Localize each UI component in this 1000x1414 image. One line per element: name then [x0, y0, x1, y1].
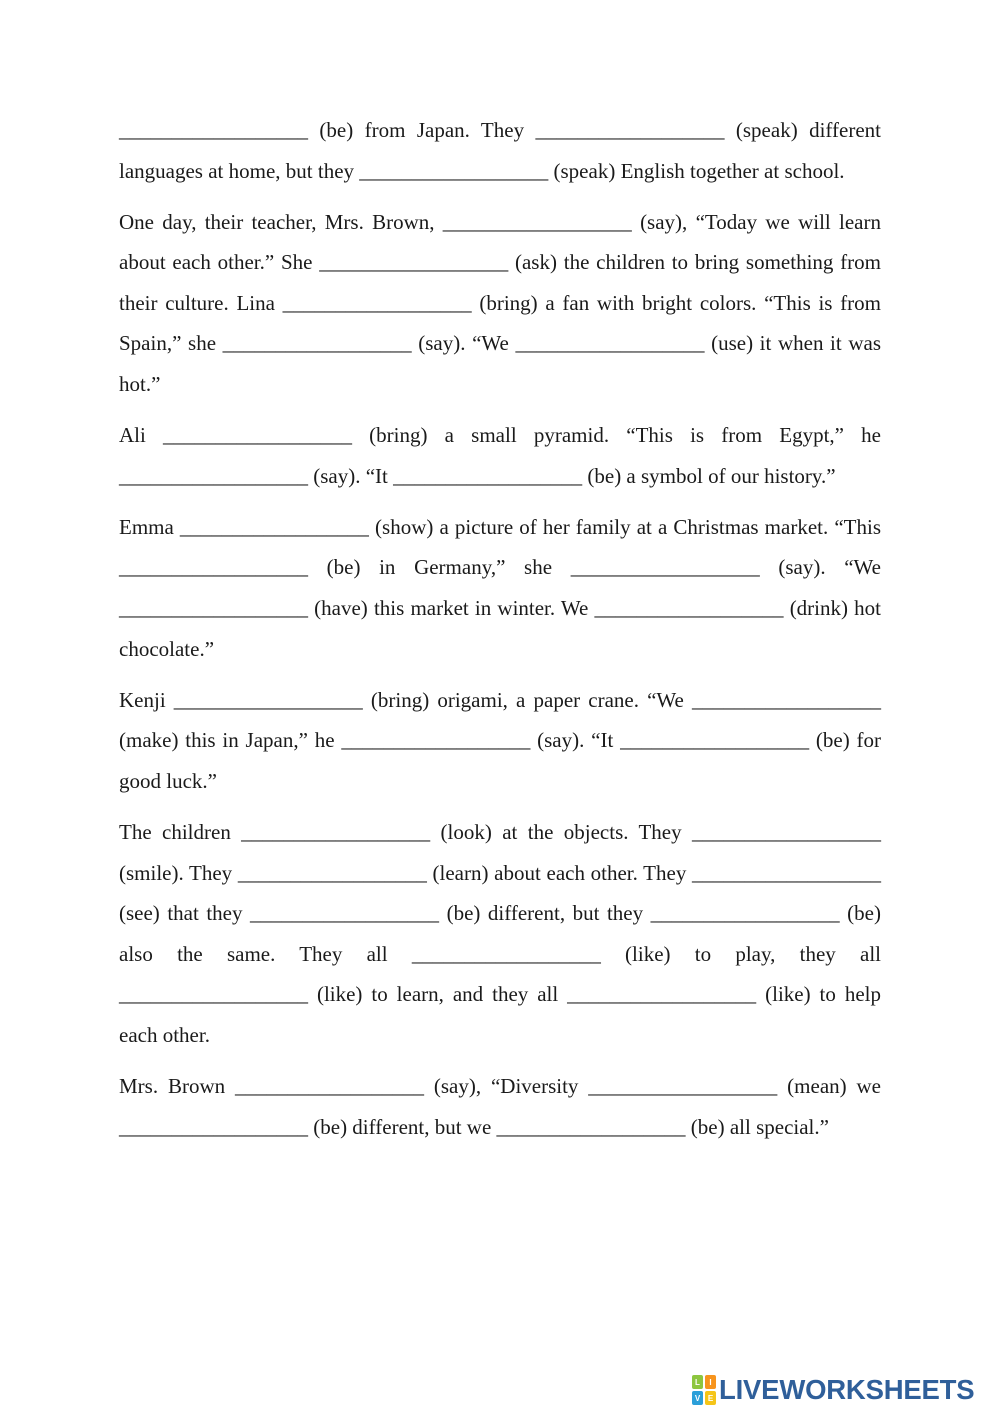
paragraph-intro: __________________ (be) from Japan. They __________________ (speak) different languages at home, but they __________________ (speak) English together at school.: [119, 118, 881, 183]
svg-text:L: L: [695, 1378, 700, 1387]
liveworksheets-logo-icon: [692, 1375, 716, 1405]
liveworksheets-logo-text: LIVEWORKSHEETS: [719, 1374, 975, 1406]
paragraph-children: The children __________________ (look) at the objects. They __________________ (smile). They __________________ (learn) about each other. They __________________ (see) that they __________________ (be) different, but they __________________ (be) also the same. They all __________________ (like) to play, they all __________________ (like) to learn, and they all __________________ (like) to help each other.: [119, 820, 881, 1047]
paragraph-kenji: Kenji __________________ (bring) origami, a paper crane. “We __________________ (make) this in Japan,” he __________________ (say). “It __________________ (be) for good luck.”: [119, 687, 881, 793]
svg-text:I: I: [709, 1378, 712, 1387]
paragraph-conclusion: Mrs. Brown __________________ (say), “Diversity __________________ (mean) we __________________ (be) different, but we __________________ (be) all special.”: [119, 1074, 881, 1139]
paragraph-ali: Ali __________________ (bring) a small pyramid. “This is from Egypt,” he __________________ (say). “It __________________ (be) a symbol of our history.”: [119, 423, 881, 488]
svg-text:E: E: [707, 1394, 714, 1403]
paragraph-mrs-brown-lina: One day, their teacher, Mrs. Brown, __________________ (say), “Today we will learn about each other.” She __________________ (ask) the children to bring something from their culture. Lina __________________ (bring) a fan with bright colors. “This is from Spain,” she __________________ (say). “We __________________ (use) it when it was hot.”: [119, 209, 881, 397]
worksheet-body: [119, 110, 881, 1158]
paragraph-emma: Emma __________________ (show) a picture of her family at a Christmas market. “This __________________ (be) in Germany,” she __________________ (say). “We __________________ (have) this market in winter. We __________________ (drink) hot chocolate.”: [119, 514, 881, 661]
liveworksheets-logo: [692, 1372, 974, 1408]
svg-text:V: V: [694, 1394, 701, 1403]
